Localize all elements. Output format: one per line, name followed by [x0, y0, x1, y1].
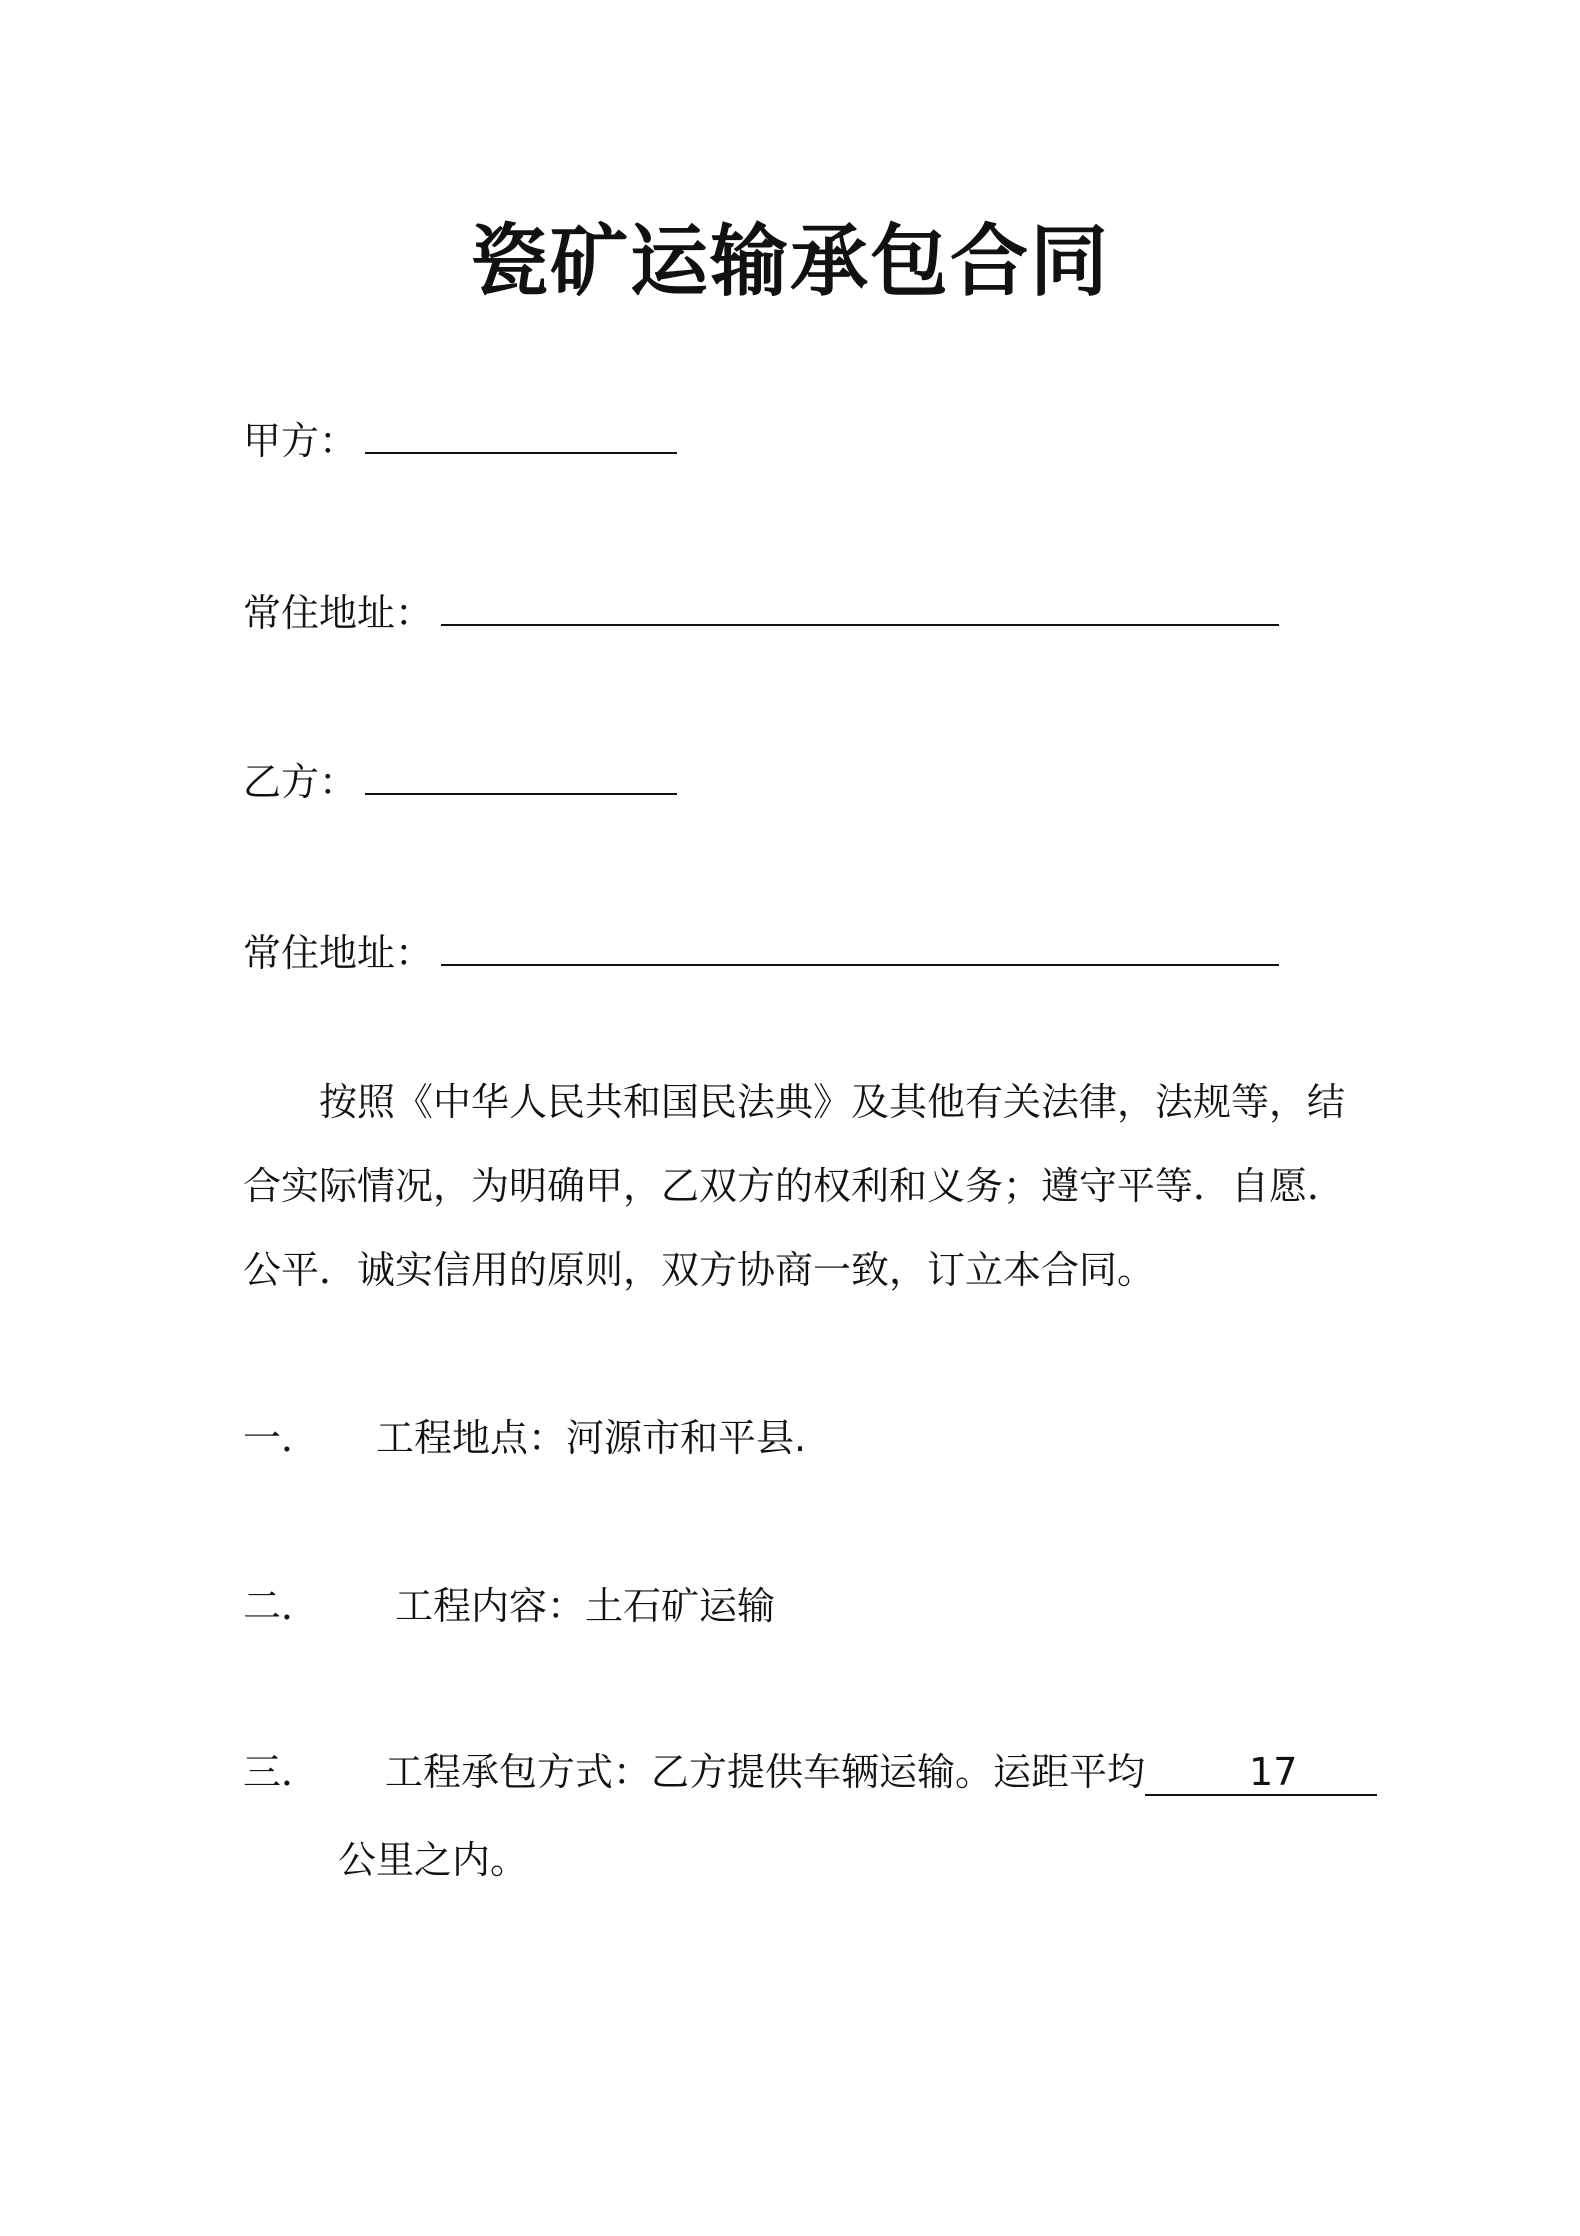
clause-2	[243, 1578, 776, 1634]
party-b-address-line	[243, 924, 1279, 981]
party-b-blank[interactable]	[365, 753, 677, 795]
clause-3	[243, 1744, 1298, 1800]
party-a-line	[243, 412, 677, 469]
clause-3-text	[385, 1744, 1377, 1800]
clause-1-text: 工程地点：河源市和平县.	[376, 1416, 807, 1460]
clause-2-number: 二．	[243, 1584, 320, 1628]
party-b-address-blank[interactable]	[441, 924, 1279, 966]
preamble-paragraph	[243, 1060, 1353, 1312]
party-a-address-blank[interactable]	[441, 584, 1279, 626]
distance-value: 17	[1249, 1750, 1298, 1794]
clause-1-number: 一．	[243, 1416, 320, 1460]
clause-3-text-before: 工程承包方式：乙方提供车辆运输。运距平均	[385, 1750, 1146, 1794]
party-b-address-label: 常住地址：	[243, 931, 434, 975]
clause-2-text: 工程内容：土石矿运输	[395, 1584, 776, 1628]
clause-3-number: 三．	[243, 1750, 320, 1794]
preamble-text: 按照《中华人民共和国民法典》及其他有关法律，法规等，结合实际情况，为明确甲，乙双方的权利和义务；遵守平等．自愿．公平．诚实信用的原则，双方协商一致，订立本合同。	[243, 1080, 1346, 1292]
party-a-address-line	[243, 584, 1279, 641]
document-title: 瓷矿运输承包合同	[469, 217, 1110, 307]
party-a-address-label: 常住地址：	[243, 591, 434, 635]
party-b-label: 乙方：	[243, 760, 358, 804]
clause-1	[243, 1410, 807, 1466]
clause-3-continuation: 公里之内。	[338, 1838, 529, 1882]
party-b-line	[243, 753, 677, 810]
party-a-blank[interactable]	[365, 412, 677, 454]
distance-blank[interactable]	[1145, 1750, 1377, 1796]
party-a-label: 甲方：	[243, 419, 358, 463]
